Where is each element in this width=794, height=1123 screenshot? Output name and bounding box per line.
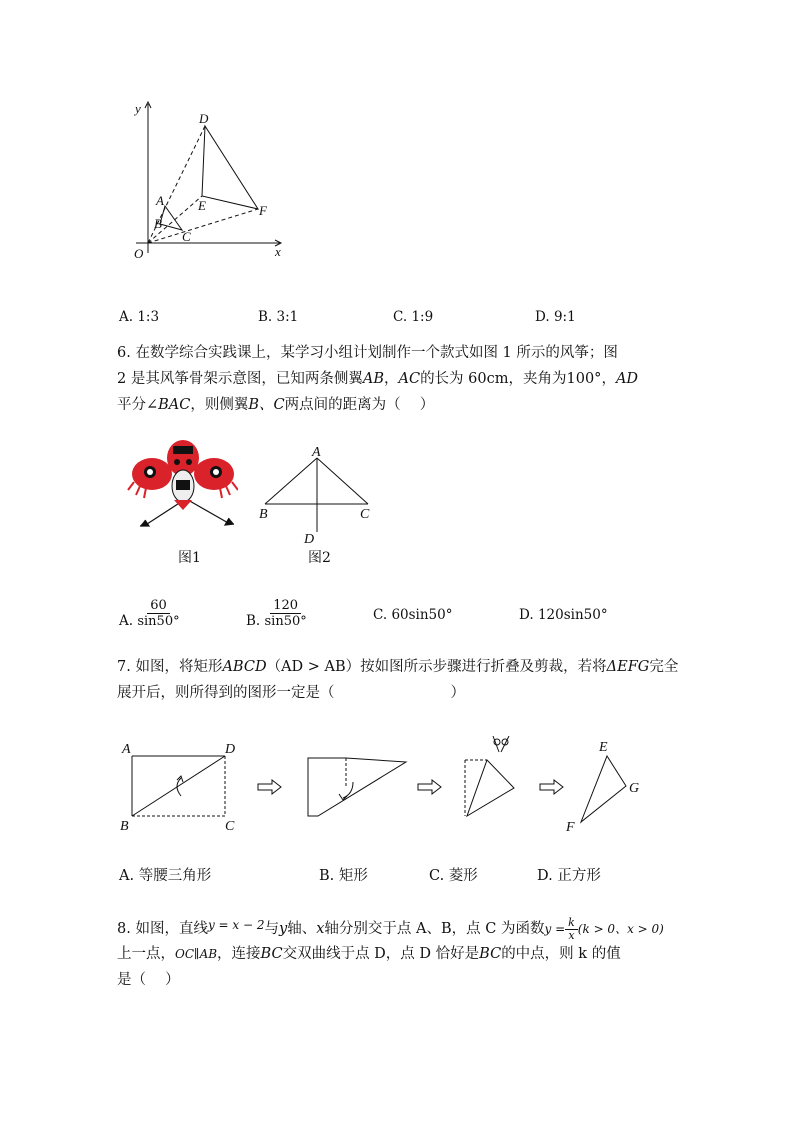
q5-option-d[interactable]: D. 9:1	[535, 309, 576, 325]
q6-option-c[interactable]: C. 60sin50°	[373, 607, 453, 623]
fig7-label-d: D	[225, 742, 236, 757]
q7-option-b[interactable]: B. 矩形	[319, 868, 368, 884]
fig2-label-a: A	[312, 445, 321, 460]
fig7-label-g: G	[629, 781, 640, 796]
q6-line-2: 2 是其风筝骨架示意图，已知两条侧翼AB，AC的长为 60cm，夹角为100°，AD	[117, 371, 639, 387]
triangle-def	[202, 126, 258, 209]
fig2-caption: 图2	[308, 550, 331, 566]
label-c: C	[182, 229, 191, 244]
kite-skeleton-figure	[255, 440, 380, 545]
label-d: D	[199, 111, 209, 126]
q6-option-b[interactable]: B. $\frac{120}{\sin 50^\circ}$	[246, 598, 307, 629]
q5-figure	[118, 98, 298, 268]
label-x: x	[275, 244, 281, 259]
q7-line-2: 展开后，则所得到的图形一定是（ ）	[117, 685, 465, 701]
label-y: y	[135, 101, 141, 116]
q8-line-3: 是（ ）	[117, 972, 180, 988]
q7-line-1: 7. 如图，将矩形ABCD（AD > AB）按如图所示步骤进行折叠及剪裁，若将ΔEFG完全	[117, 659, 679, 675]
kite-illustration	[126, 438, 238, 536]
q6-line-3: 平分∠BAC，则侧翼B、C两点间的距离为（ ）	[117, 397, 435, 413]
q6-option-a[interactable]: A. $\frac{60}{\sin 50^\circ}$	[119, 598, 180, 629]
label-f: F	[259, 203, 267, 218]
label-b: B	[154, 216, 162, 231]
fig7-label-f: F	[566, 820, 575, 835]
fig1-caption: 图1	[178, 550, 201, 566]
fig2-label-d: D	[304, 532, 315, 545]
label-o: O	[134, 246, 144, 261]
q8-line-1: 8. 如图，直线$^{y = x - 2}$与y轴、x轴分别交于点 A、B，点 C 为函数y = $\frac{k}{x}$ (k > 0、x > 0)	[117, 915, 664, 942]
fig7-label-b: B	[120, 819, 129, 834]
fig7-label-a: A	[122, 742, 131, 757]
fig2-label-c: C	[360, 507, 370, 522]
q6-option-d[interactable]: D. 120sin50°	[519, 607, 608, 623]
q7-option-a[interactable]: A. 等腰三角形	[119, 868, 212, 884]
q5-option-a[interactable]: A. 1:3	[119, 309, 160, 325]
label-e: E	[198, 198, 206, 213]
fig7-label-c: C	[225, 819, 235, 834]
q7-option-d[interactable]: D. 正方形	[537, 868, 601, 884]
q7-option-c[interactable]: C. 菱形	[429, 868, 478, 884]
triangle-abc	[160, 206, 182, 230]
fig2-label-b: B	[259, 507, 268, 522]
label-a: A	[156, 193, 164, 208]
q5-option-b[interactable]: B. 3:1	[258, 309, 299, 325]
q8-line-2: 上一点，OC∥AB，连接BC交双曲线于点 D，点 D 恰好是BC的中点，则 k 的值	[117, 946, 621, 962]
q5-option-c[interactable]: C. 1:9	[393, 309, 434, 325]
fig7-label-e: E	[599, 740, 608, 755]
q6-line-1: 6. 在数学综合实践课上，某学习小组计划制作一个款式如图 1 所示的风筝；图	[117, 345, 618, 361]
folding-steps-figure	[115, 736, 655, 836]
